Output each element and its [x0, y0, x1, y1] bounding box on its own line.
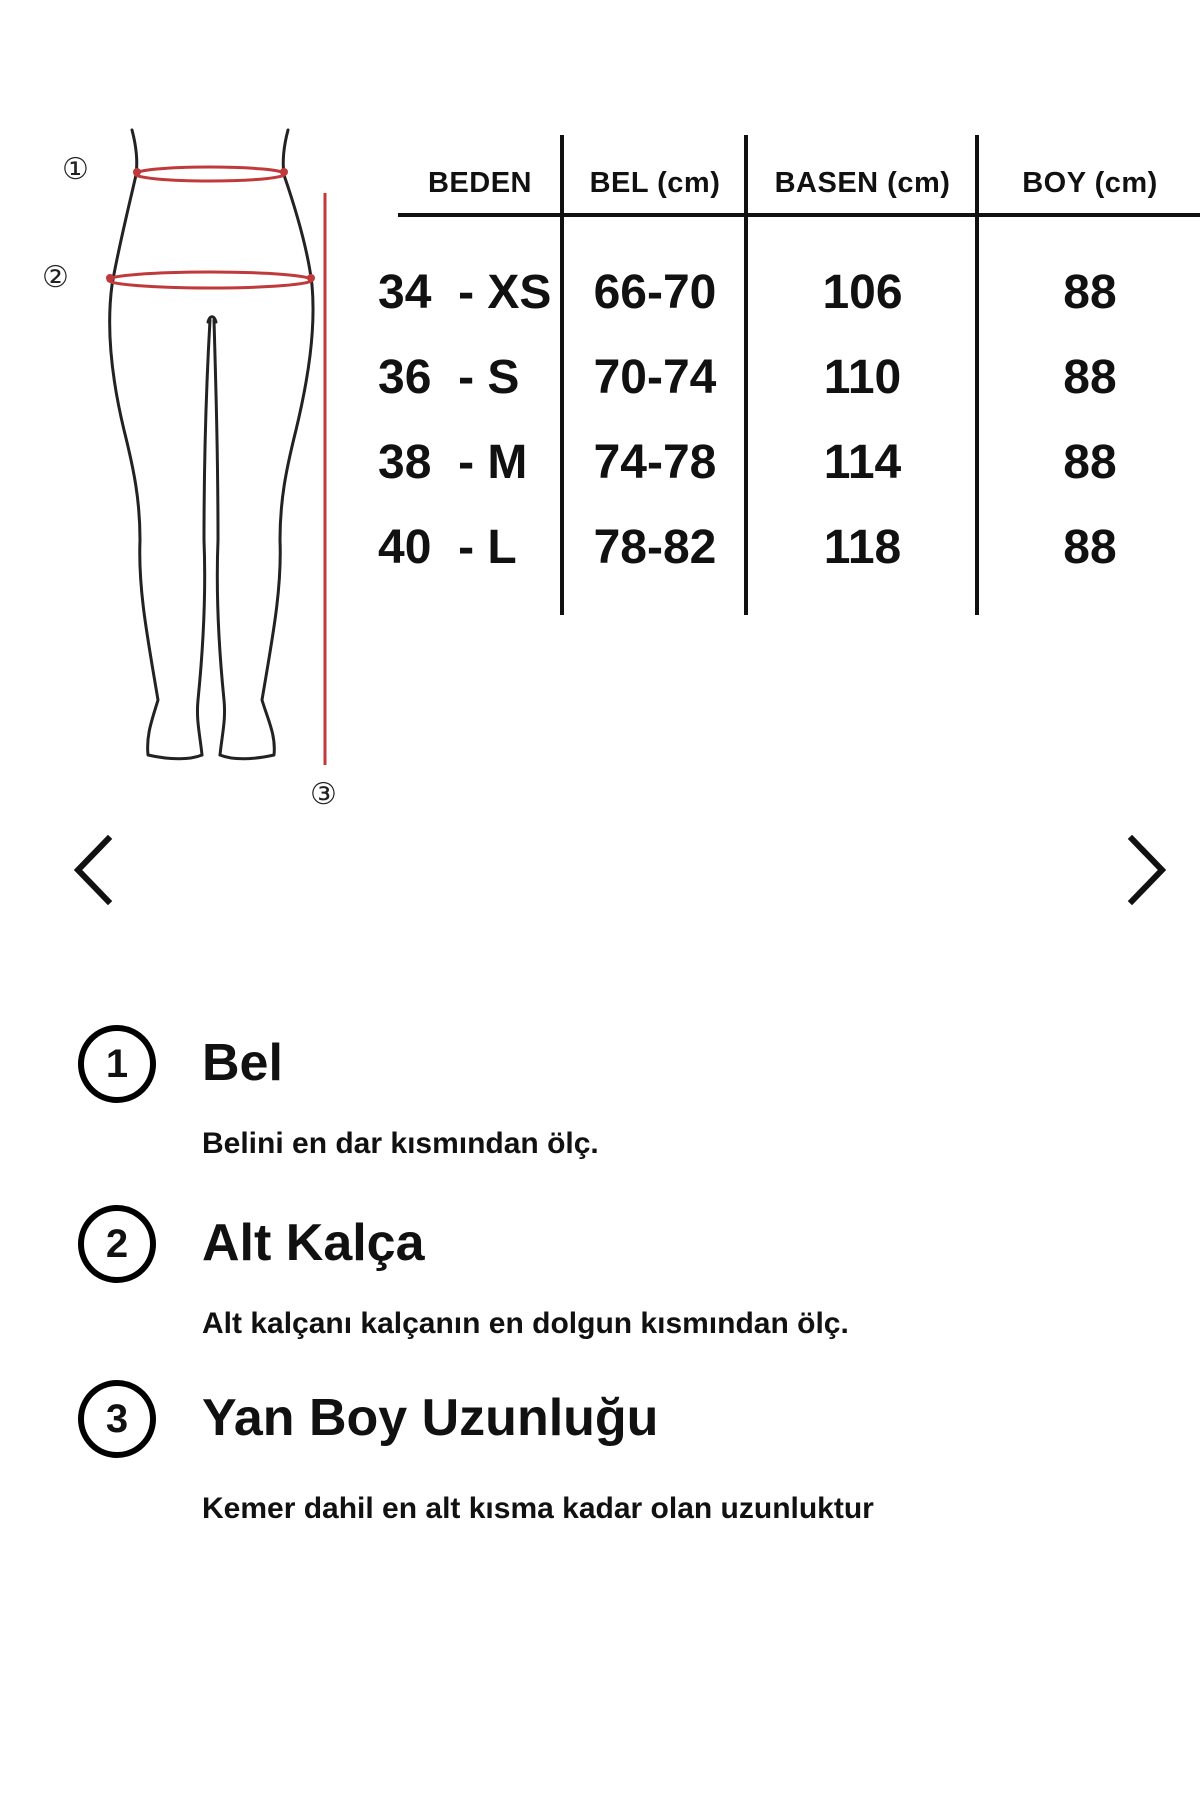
next-button[interactable]: [1118, 830, 1178, 910]
size-table: [380, 125, 1200, 625]
guide-description: Belini en dar kısmından ölç.: [202, 1127, 599, 1160]
figure-marker-3: ③: [310, 777, 337, 812]
guide-number-badge: 2: [78, 1205, 156, 1283]
table-cell-boy: 88: [1063, 351, 1117, 404]
table-divider: [744, 135, 748, 615]
table-cell-boy: 88: [1063, 521, 1117, 574]
table-cell-size: 38 - M: [378, 436, 528, 489]
table-cell-basen: 114: [823, 436, 902, 489]
table-cell-size: 40 - L: [378, 521, 517, 574]
table-cell-bel: 74-78: [593, 436, 717, 489]
table-cell-bel: 70-74: [593, 351, 717, 404]
table-header-divider: [398, 213, 1200, 217]
table-divider: [975, 135, 979, 615]
guide-description: Alt kalçanı kalçanın en dolgun kısmından ölç.: [202, 1307, 849, 1340]
leggings-figure: [0, 0, 380, 825]
table-header-boy: BOY (cm): [1022, 167, 1158, 199]
table-header-basen: BASEN (cm): [774, 167, 951, 199]
figure-marker-1: ①: [62, 152, 89, 187]
chevron-right-icon: [1126, 835, 1170, 905]
guide-title: Alt Kalça: [202, 1214, 425, 1272]
table-cell-bel: 78-82: [593, 521, 717, 574]
chevron-left-icon: [70, 835, 114, 905]
guide-description: Kemer dahil en alt kısma kadar olan uzunluktur: [202, 1492, 874, 1525]
guide-title: Bel: [202, 1034, 283, 1092]
table-cell-basen: 110: [823, 351, 902, 404]
table-cell-bel: 66-70: [593, 266, 717, 319]
table-cell-basen: 106: [822, 266, 903, 319]
prev-button[interactable]: [62, 830, 122, 910]
table-cell-boy: 88: [1063, 266, 1117, 319]
table-header-bel: BEL (cm): [589, 167, 721, 199]
table-cell-size: 36 - S: [378, 351, 520, 404]
figure-marker-2: ②: [42, 260, 69, 295]
guide-number-badge: 3: [78, 1380, 156, 1458]
guide-number-badge: 1: [78, 1025, 156, 1103]
table-header-beden: BEDEN: [427, 167, 532, 199]
guide-title: Yan Boy Uzunluğu: [202, 1389, 659, 1447]
table-cell-basen: 118: [823, 521, 902, 574]
leggings-outline-icon: [0, 0, 380, 820]
table-cell-size: 34 - XS: [378, 266, 552, 319]
table-divider: [560, 135, 564, 615]
table-cell-boy: 88: [1063, 436, 1117, 489]
